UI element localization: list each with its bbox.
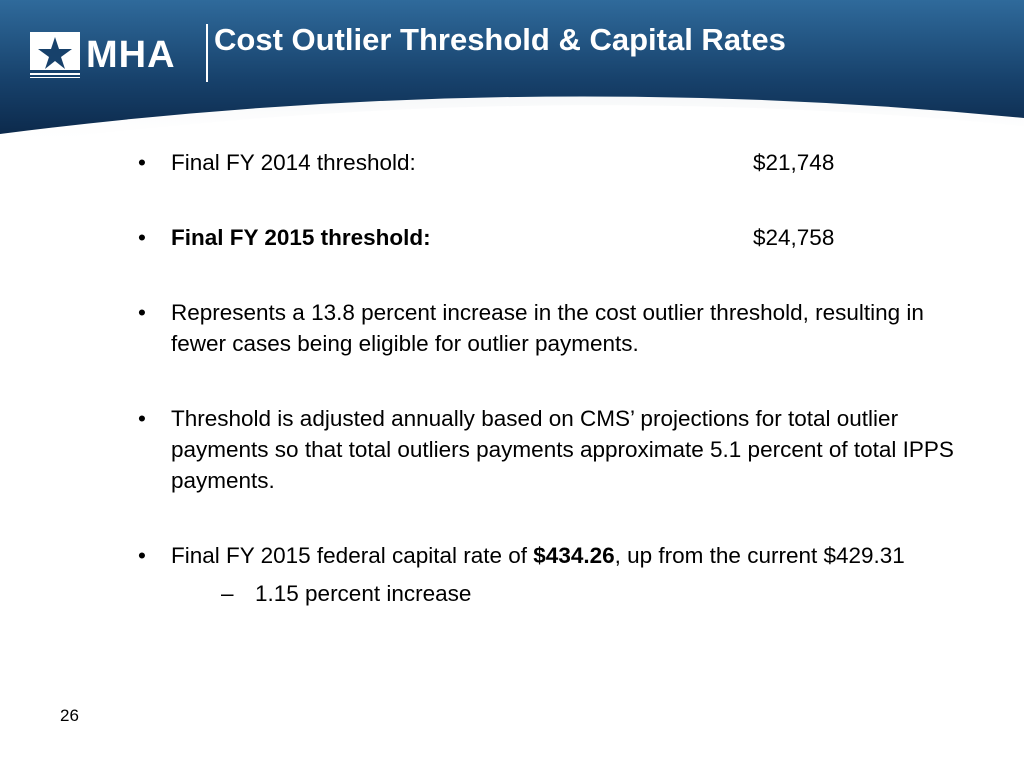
bullet-icon: • [138,225,146,250]
bullet-text: Threshold is adjusted annually based on CMS’ projections for total outlier payments so that total outliers payments approximate 5.1 percent of total IPPS payments. [171,406,954,493]
mha-logo [30,30,176,80]
logo-text: MHA [86,34,176,76]
page-title: Cost Outlier Threshold & Capital Rates [214,22,786,57]
bullet-fy2015-threshold [138,222,958,253]
bullet-percent-increase [138,297,958,359]
sub-bullet-text: 1.15 percent increase [255,581,472,606]
capital-rate-value: $434.26 [533,543,615,568]
bullet-value: $24,758 [753,225,835,250]
bullet-icon: • [138,300,146,325]
bullet-icon: • [138,543,146,568]
bullet-capital-rate [138,540,958,609]
bullet-label: Final FY 2014 threshold: [171,150,416,175]
dash-icon: – [221,581,234,606]
page-number: 26 [60,706,79,725]
star-flag-icon [30,30,80,80]
bullet-text-after: , up from the current $429.31 [614,543,905,568]
bullet-label: Final FY 2015 threshold: [171,225,431,250]
bullet-threshold-adjustment [138,403,958,496]
bullet-value: $21,748 [753,150,835,175]
header-divider [206,24,208,82]
bullet-icon: • [138,406,146,431]
bullet-text: Represents a 13.8 percent increase in the cost outlier threshold, resulting in fewer cases being eligible for outlier payments. [171,300,924,356]
bullet-list [138,147,958,653]
bullet-fy2014-threshold [138,147,958,178]
bullet-text-before: Final FY 2015 federal capital rate of [171,543,534,568]
bullet-icon: • [138,150,146,175]
sub-bullet [171,578,958,609]
